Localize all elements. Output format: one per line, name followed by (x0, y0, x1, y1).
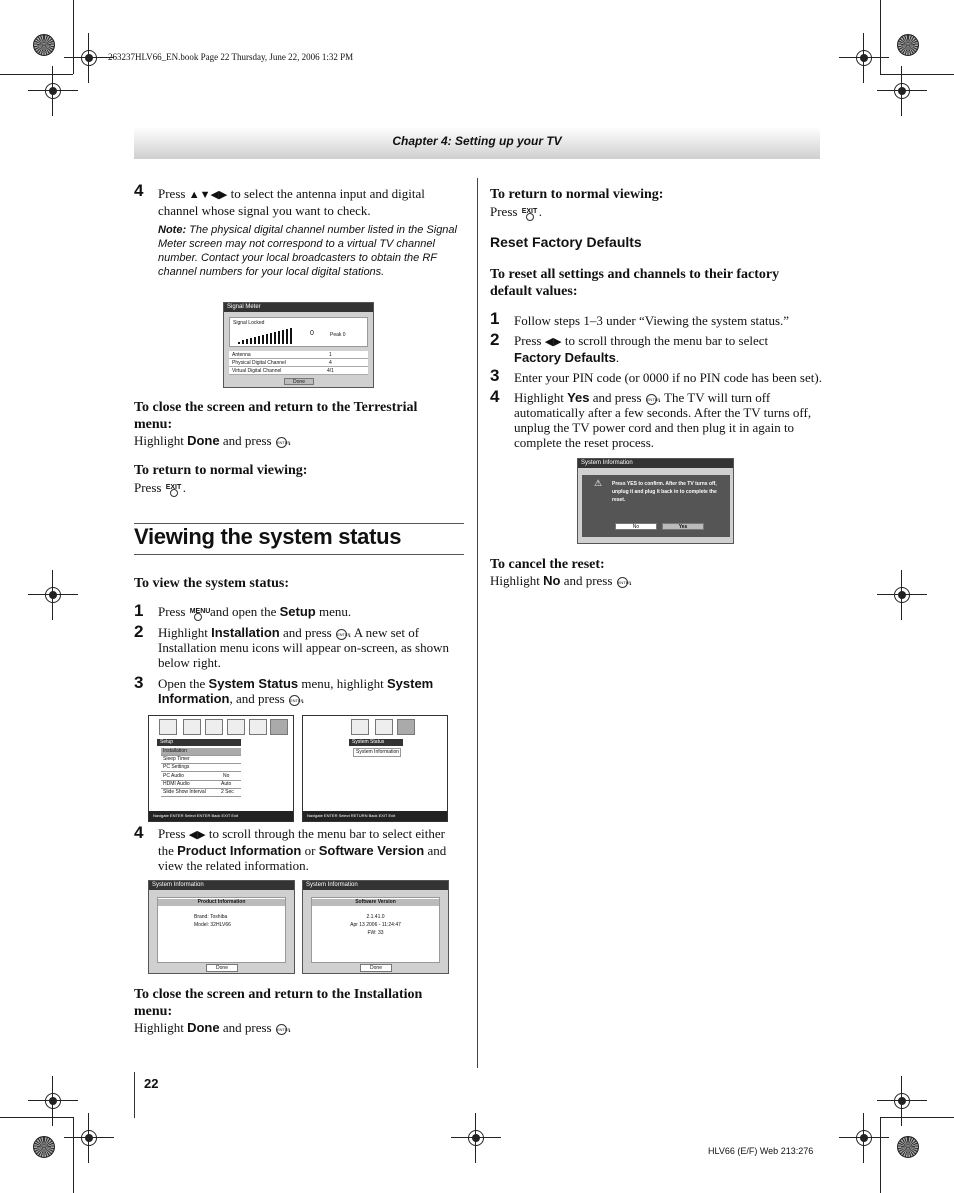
menu-row-hdmi-audio[interactable]: HDMI Audio Auto (161, 781, 241, 789)
reset-confirm-screen (577, 458, 734, 544)
info-header[interactable]: Product Information (158, 899, 285, 906)
menu-row-pc-audio[interactable]: PC Audio No (161, 773, 241, 781)
return-normal-text: Press EXIT . (490, 204, 542, 219)
info-header[interactable]: Software Version (312, 899, 439, 906)
signal-bar (250, 338, 252, 344)
enter-icon: ENTER (336, 629, 347, 640)
crop-mark (880, 1117, 954, 1118)
color-wheel-icon (897, 1136, 919, 1158)
warning-icon: ⚠ (594, 479, 603, 489)
signal-bar (258, 336, 260, 344)
menu-item-installation[interactable]: Installation (161, 748, 241, 756)
signal-bar (270, 333, 272, 344)
info-row: Physical Digital Channel 4 (229, 359, 368, 367)
return-normal-heading: To return to normal viewing: (134, 463, 308, 478)
done-button[interactable]: Done (284, 378, 314, 385)
signal-meter-screen (223, 302, 374, 388)
step-number: 1 (134, 601, 144, 620)
crosshair-icon (891, 584, 913, 606)
lock-icon (249, 719, 267, 735)
color-wheel-icon (33, 34, 55, 56)
enter-icon: ENTER (276, 437, 287, 448)
enter-icon: ENTER (276, 1024, 287, 1035)
step-text: Enter your PIN code (or 0000 if no PIN code has been set). (514, 370, 822, 385)
setup-menu-screen (148, 715, 294, 822)
crosshair-icon (78, 47, 100, 69)
step-text: Press ▲▼◀▶ to select the antenna input and digital channel whose signal you want to check. (158, 186, 425, 218)
signal-bar (238, 342, 240, 344)
menu-item-sleep-timer[interactable]: Sleep Timer (161, 756, 241, 764)
menu-item-pc-settings[interactable]: PC Settings (161, 764, 241, 772)
menu-icon-applications (227, 719, 245, 735)
menu-icon-preferences (205, 719, 223, 735)
enter-icon: ENTER (289, 695, 300, 706)
menu-icon-system-status (397, 719, 415, 735)
yes-button[interactable]: Yes (662, 523, 704, 530)
done-button[interactable]: Done (206, 964, 238, 972)
crosshair-icon (42, 80, 64, 102)
crop-mark (880, 74, 954, 75)
signal-bar (278, 331, 280, 344)
signal-bar (274, 332, 276, 344)
menu-row-slide-show[interactable]: Slide Show Interval 2 Sec (161, 789, 241, 797)
arrow-keys-icon: ◀▶ (188, 829, 206, 841)
info-row: Virtual Digital Channel 4/1 (229, 367, 368, 375)
step-text: Highlight Yes and press ENTER. The TV will turn off automatically after a few seconds. After the TV turns off, unplug the TV power cord and then plug it in again to complete the reset process. (514, 390, 812, 450)
product-info-screen (148, 880, 295, 974)
return-normal-text: Press EXIT . (134, 480, 186, 495)
signal-value: 0 (310, 330, 314, 337)
signal-locked-label: Signal Locked (233, 320, 265, 326)
exit-icon: EXIT (522, 206, 538, 221)
crosshair-icon (891, 1090, 913, 1112)
info-panel (157, 897, 286, 963)
software-version-screen (302, 880, 449, 974)
signal-panel (229, 317, 368, 347)
registration-mark (33, 34, 55, 56)
screen-title: System Information (578, 459, 733, 468)
step-text: Press ◀▶ to scroll through the menu bar to select either the Product Information or Software Version and view the related information. (158, 826, 447, 873)
menu-title: System Status (349, 739, 403, 746)
section-title: Viewing the system status (134, 524, 402, 549)
step-text: Press ◀▶ to scroll through the menu bar to select Factory Defaults. (514, 333, 769, 365)
peak-label: Peak 0 (330, 332, 346, 338)
nav-bar: Navigate ENTER Select ENTER Back EXIT Exit (149, 811, 293, 821)
info-row: Antenna 1 (229, 351, 368, 359)
step-number: 3 (490, 366, 500, 385)
menu-item-system-information[interactable]: System Information (353, 748, 401, 757)
arrow-keys-icon: ◀▶ (544, 336, 562, 348)
step-text: Follow steps 1–3 under “Viewing the system status.” (514, 313, 790, 328)
print-info: 263237HLV66_EN.book Page 22 Thursday, June 22, 2006 1:32 PM (108, 52, 354, 62)
nav-bar: Navigate ENTER Select RETURN Back EXIT Exit (303, 811, 447, 821)
crop-mark (73, 0, 74, 74)
firmware-line: FW: 33 (367, 930, 384, 936)
build-date-line: Apr 13 2006 - 11:24:47 (350, 922, 401, 928)
signal-bar (242, 340, 244, 344)
system-status-screen (302, 715, 448, 822)
note: Note: The physical digital channel number listed in the Signal Meter screen may not correspond to a virtual TV channel number. Contact your local broadcasters to obtain the RF channel numbers for your local digital stations. (158, 224, 457, 278)
section-rule (134, 554, 464, 555)
crosshair-icon (78, 1127, 100, 1149)
reset-section-title: Reset Factory Defaults (490, 234, 642, 250)
menu-icon-installation (351, 719, 369, 735)
menu-title: Setup (157, 739, 241, 746)
crop-mark (0, 1117, 73, 1118)
crosshair-icon (465, 1127, 487, 1149)
column-divider (477, 178, 478, 1068)
color-wheel-icon (897, 34, 919, 56)
version-line: 2.1.41.0 (366, 914, 385, 920)
step-text: Press MENU and open the Setup menu. (158, 604, 352, 619)
signal-bar (246, 339, 248, 344)
chapter-title: Chapter 4: Setting up your TV (392, 134, 562, 148)
signal-bar (282, 330, 284, 344)
screen-title: Signal Meter (224, 303, 373, 312)
confirm-message: Press YES to confirm. After the TV turns off, unplug it and plug it back in to complete the reset. (612, 481, 717, 503)
crop-mark (880, 1117, 881, 1193)
crosshair-icon (891, 80, 913, 102)
enter-icon: ENTER (617, 577, 628, 588)
step-number: 2 (490, 330, 500, 349)
brand-line: Brand: Toshiba (194, 914, 228, 920)
crop-mark (880, 0, 881, 74)
cancel-reset-text: Highlight No and press ENTER. (490, 573, 632, 588)
model-line: Model: 32HLV66 (194, 922, 231, 928)
signal-bar (266, 334, 268, 344)
exit-icon: EXIT (166, 482, 182, 497)
confirm-dialog (582, 475, 730, 537)
menu-icon-signal (375, 719, 393, 735)
close-installation-heading: To close the screen and return to the Installation menu: (134, 987, 423, 1019)
crosshair-icon (853, 47, 875, 69)
done-button[interactable]: Done (360, 964, 392, 972)
step-number: 4 (490, 387, 500, 406)
color-wheel-icon (33, 1136, 55, 1158)
crosshair-icon (42, 584, 64, 606)
menu-icon: MENU (190, 606, 206, 621)
page-number: 22 (144, 1076, 159, 1091)
info-panel (311, 897, 440, 963)
enter-icon: ENTER (646, 394, 657, 405)
footer-code: HLV66 (E/F) Web 213:276 (708, 1146, 814, 1156)
step-text: Open the System Status menu, highlight System Information, and press ENTER. (158, 676, 434, 706)
step-number: 4 (134, 823, 144, 842)
return-normal-heading: To return to normal viewing: (490, 187, 664, 202)
close-terrestrial-text: Highlight Done and press ENTER. (134, 433, 292, 448)
crop-mark (0, 74, 73, 75)
view-status-heading: To view the system status: (134, 576, 290, 591)
page-number-rule (134, 1072, 135, 1118)
close-terrestrial-heading: To close the screen and return to the Terrestrial menu: (134, 400, 418, 432)
signal-bar (262, 335, 264, 344)
step-text: Highlight Installation and press ENTER. A new set of Installation menu icons will appear on-screen, as shown below right. (158, 625, 449, 670)
crosshair-icon (42, 1090, 64, 1112)
step-number: 1 (490, 309, 500, 328)
menu-icon-setup (270, 719, 288, 735)
reset-heading: To reset all settings and channels to their factory default values: (490, 267, 780, 299)
crosshair-icon (853, 1127, 875, 1149)
screen-title: System Information (149, 881, 294, 890)
step-number: 3 (134, 673, 144, 692)
signal-bar (254, 337, 256, 344)
step-number: 4 (134, 181, 144, 200)
screen-title: System Information (303, 881, 448, 890)
signal-bar (290, 328, 292, 344)
signal-bar (286, 329, 288, 344)
step-number: 2 (134, 622, 144, 641)
crop-mark (73, 1117, 74, 1193)
cancel-reset-heading: To cancel the reset: (490, 557, 605, 572)
menu-icon-picture (159, 719, 177, 735)
menu-icon-sound (183, 719, 201, 735)
arrow-keys-icon: ▲▼◀▶ (188, 189, 228, 201)
close-installation-text: Highlight Done and press ENTER. (134, 1020, 292, 1035)
no-button[interactable]: No (615, 523, 657, 530)
